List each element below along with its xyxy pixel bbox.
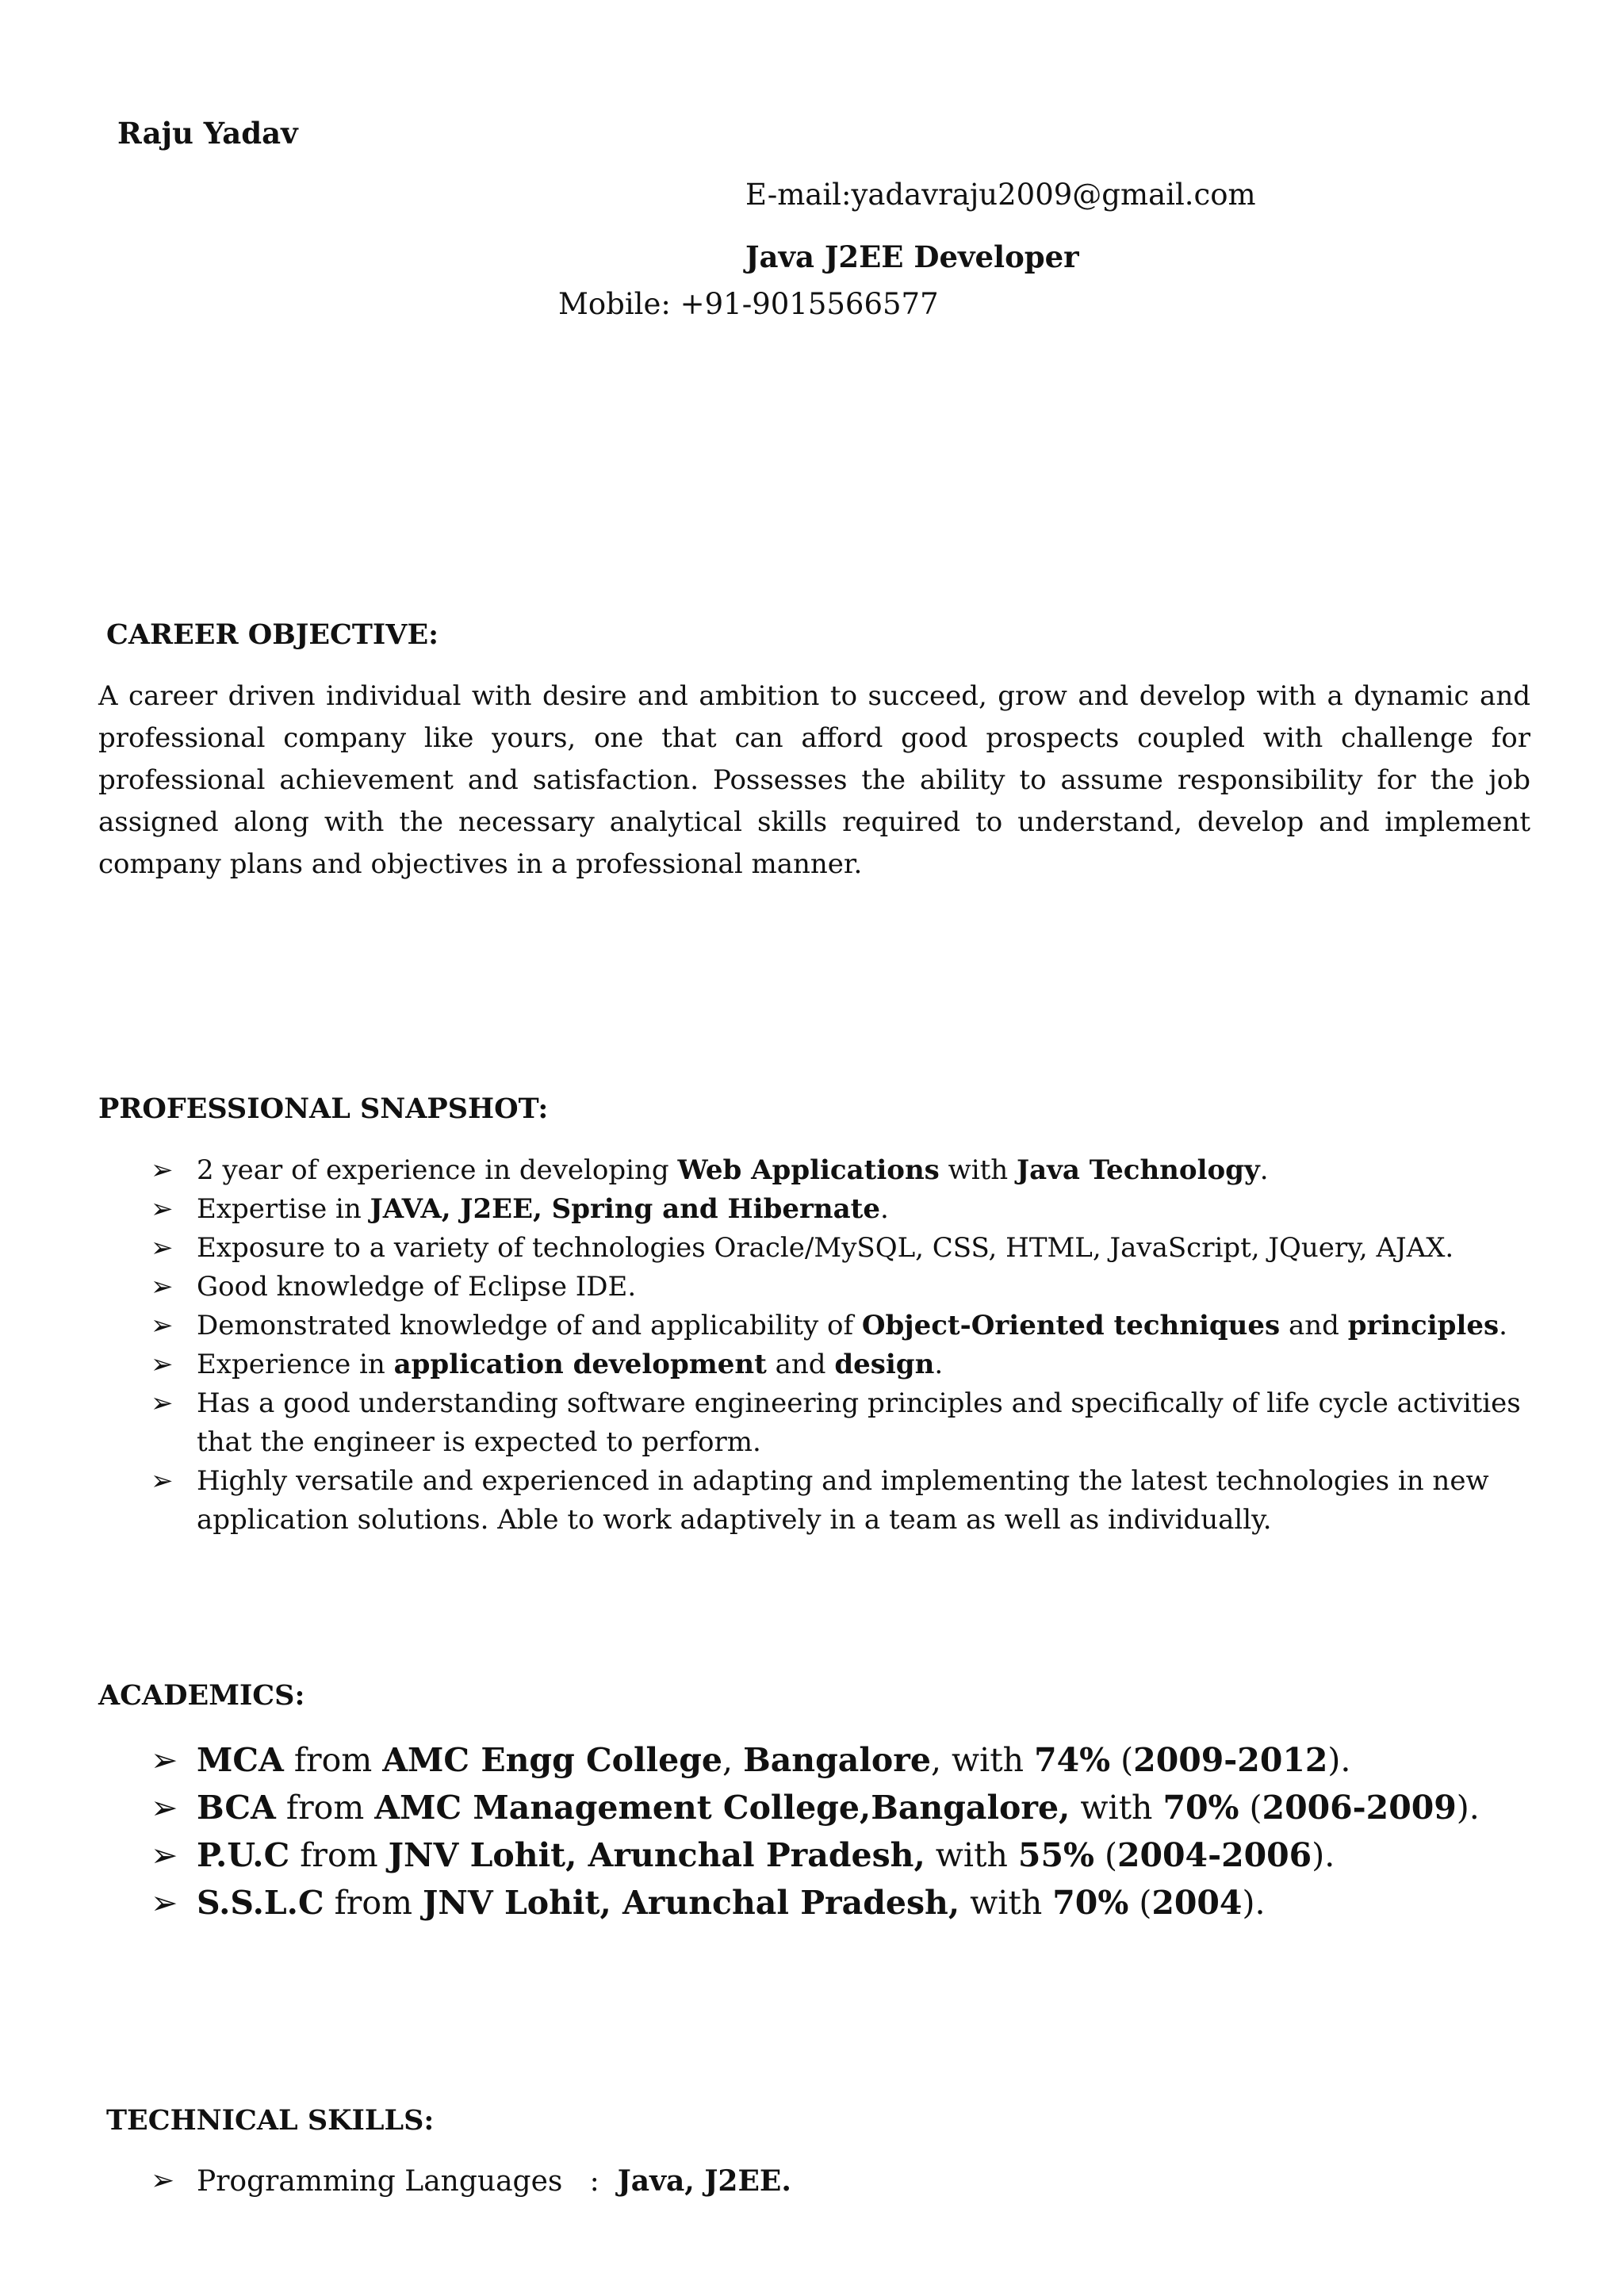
arrow-bullet-icon: ➢ <box>151 1387 174 1419</box>
item-text: from <box>324 1884 423 1922</box>
arrow-bullet-icon: ➢ <box>151 1836 178 1874</box>
list-item <box>98 1879 1546 1927</box>
item-text: Experience in <box>197 1349 394 1380</box>
item-text: Good knowledge of Eclipse IDE. <box>197 1271 637 1303</box>
list-item <box>98 1151 1546 1190</box>
arrow-bullet-icon: ➢ <box>151 1741 178 1779</box>
list-item <box>98 2161 1546 2202</box>
college: AMC Management College, <box>374 1789 871 1827</box>
item-text: Has a good understanding software engineering principles and specifically of life cycle activities that the engineer is expected to perform. <box>197 1387 1521 1458</box>
item-text: with <box>939 1154 1017 1186</box>
technical-skills-list <box>98 2161 1546 2202</box>
item-text: Expertise in <box>197 1193 370 1225</box>
degree: P.U.C <box>197 1836 290 1874</box>
list-item <box>98 1345 1546 1384</box>
candidate-name: Raju Yadav <box>117 116 298 151</box>
item-text: , <box>722 1741 744 1779</box>
percentage: 70% <box>1052 1884 1129 1922</box>
email-address: E-mail:yadavraju2009@gmail.com <box>745 178 1256 212</box>
percentage: 74% <box>1034 1741 1111 1779</box>
item-text: 2 year of experience in developing <box>197 1154 678 1186</box>
item-text: with <box>925 1836 1018 1874</box>
arrow-bullet-icon: ➢ <box>151 1271 174 1303</box>
list-item <box>98 1784 1546 1831</box>
item-text: with <box>1070 1789 1163 1827</box>
percentage: 55% <box>1017 1836 1094 1874</box>
list-item <box>98 1268 1546 1307</box>
list-item <box>98 1831 1546 1879</box>
item-emphasis: Java Technology <box>1016 1154 1260 1186</box>
skill-label: Programming Languages : <box>197 2165 618 2198</box>
academics-heading: ACADEMICS: <box>98 1679 305 1712</box>
arrow-bullet-icon: ➢ <box>151 1884 178 1922</box>
item-text: Exposure to a variety of technologies Oracle/MySQL, CSS, HTML, JavaScript, JQuery, AJAX. <box>197 1232 1454 1264</box>
city: Bangalore, <box>871 1789 1071 1827</box>
career-objective-heading: CAREER OBJECTIVE: <box>106 618 439 651</box>
item-emphasis: application development <box>393 1349 767 1380</box>
arrow-bullet-icon: ➢ <box>151 1465 174 1497</box>
city: Bangalore <box>743 1741 931 1779</box>
item-emphasis: design <box>834 1349 935 1380</box>
item-text: . <box>1259 1154 1269 1186</box>
item-emphasis: Web Applications <box>677 1154 940 1186</box>
item-text: from <box>289 1836 389 1874</box>
item-text: ). <box>1327 1741 1351 1779</box>
college: AMC Engg College <box>382 1741 722 1779</box>
item-text: ( <box>1239 1789 1262 1827</box>
list-item <box>98 1462 1546 1540</box>
list-item <box>98 1384 1546 1462</box>
item-emphasis: JAVA, J2EE, Spring and Hibernate <box>370 1193 880 1225</box>
item-text: and <box>766 1349 835 1380</box>
percentage: 70% <box>1162 1789 1239 1827</box>
item-text: ). <box>1242 1884 1266 1922</box>
mobile-number: Mobile: +91-9015566577 <box>558 287 939 321</box>
arrow-bullet-icon: ➢ <box>151 1349 174 1380</box>
item-text: ( <box>1094 1836 1117 1874</box>
item-text: Demonstrated knowledge of and applicability of <box>197 1310 862 1341</box>
item-text: , with <box>930 1741 1035 1779</box>
list-item <box>98 1307 1546 1345</box>
item-text: . <box>879 1193 889 1225</box>
arrow-bullet-icon: ➢ <box>151 1193 174 1225</box>
college: JNV Lohit, Arunchal Pradesh, <box>422 1884 960 1922</box>
professional-snapshot-heading: PROFESSIONAL SNAPSHOT: <box>98 1093 549 1125</box>
skill-value: Java, J2EE. <box>617 2164 791 2198</box>
list-item <box>98 1190 1546 1229</box>
item-text: and <box>1280 1310 1348 1341</box>
years: 2004-2006 <box>1116 1836 1312 1874</box>
career-objective-text: A career driven individual with desire and ambition to succeed, grow and develop with a dynamic and professional company like yours, one that can afford good prospects coupled with challenge for professional achievement and satisfaction. Possesses the ability to assume responsibility for the job assigned along with the necessary analytical skills required to understand, develop and implement company plans and objectives in a professional manner. <box>98 680 1530 880</box>
item-text: Highly versatile and experienced in adapting and implementing the latest technologies in new application solutions. Able to work adaptively in a team as well as individually. <box>197 1465 1489 1536</box>
academics-list <box>98 1736 1546 1927</box>
technical-skills-heading: TECHNICAL SKILLS: <box>106 2104 435 2137</box>
item-text: from <box>275 1789 375 1827</box>
list-item <box>98 1229 1546 1268</box>
arrow-bullet-icon: ➢ <box>151 1232 174 1264</box>
arrow-bullet-icon: ➢ <box>151 1310 174 1341</box>
item-text: from <box>283 1741 383 1779</box>
years: 2009-2012 <box>1133 1741 1328 1779</box>
degree: S.S.L.C <box>197 1884 324 1922</box>
item-text: . <box>934 1349 944 1380</box>
years: 2004 <box>1151 1884 1243 1922</box>
item-emphasis: principles <box>1347 1310 1500 1341</box>
item-text: ( <box>1128 1884 1152 1922</box>
list-item <box>98 1736 1546 1784</box>
college: JNV Lohit, Arunchal Pradesh, <box>388 1836 925 1874</box>
years: 2006-2009 <box>1262 1789 1457 1827</box>
item-text: ( <box>1110 1741 1134 1779</box>
item-text: ). <box>1456 1789 1480 1827</box>
arrow-bullet-icon: ➢ <box>151 2164 175 2197</box>
arrow-bullet-icon: ➢ <box>151 1789 178 1827</box>
job-title: Java J2EE Developer <box>745 239 1079 274</box>
arrow-bullet-icon: ➢ <box>151 1154 174 1186</box>
degree: BCA <box>197 1789 276 1827</box>
item-text: ). <box>1312 1836 1335 1874</box>
degree: MCA <box>197 1741 284 1779</box>
item-emphasis: Object-Oriented techniques <box>861 1310 1281 1341</box>
snapshot-list <box>98 1151 1546 1540</box>
item-text: with <box>959 1884 1053 1922</box>
item-text: . <box>1499 1310 1507 1341</box>
